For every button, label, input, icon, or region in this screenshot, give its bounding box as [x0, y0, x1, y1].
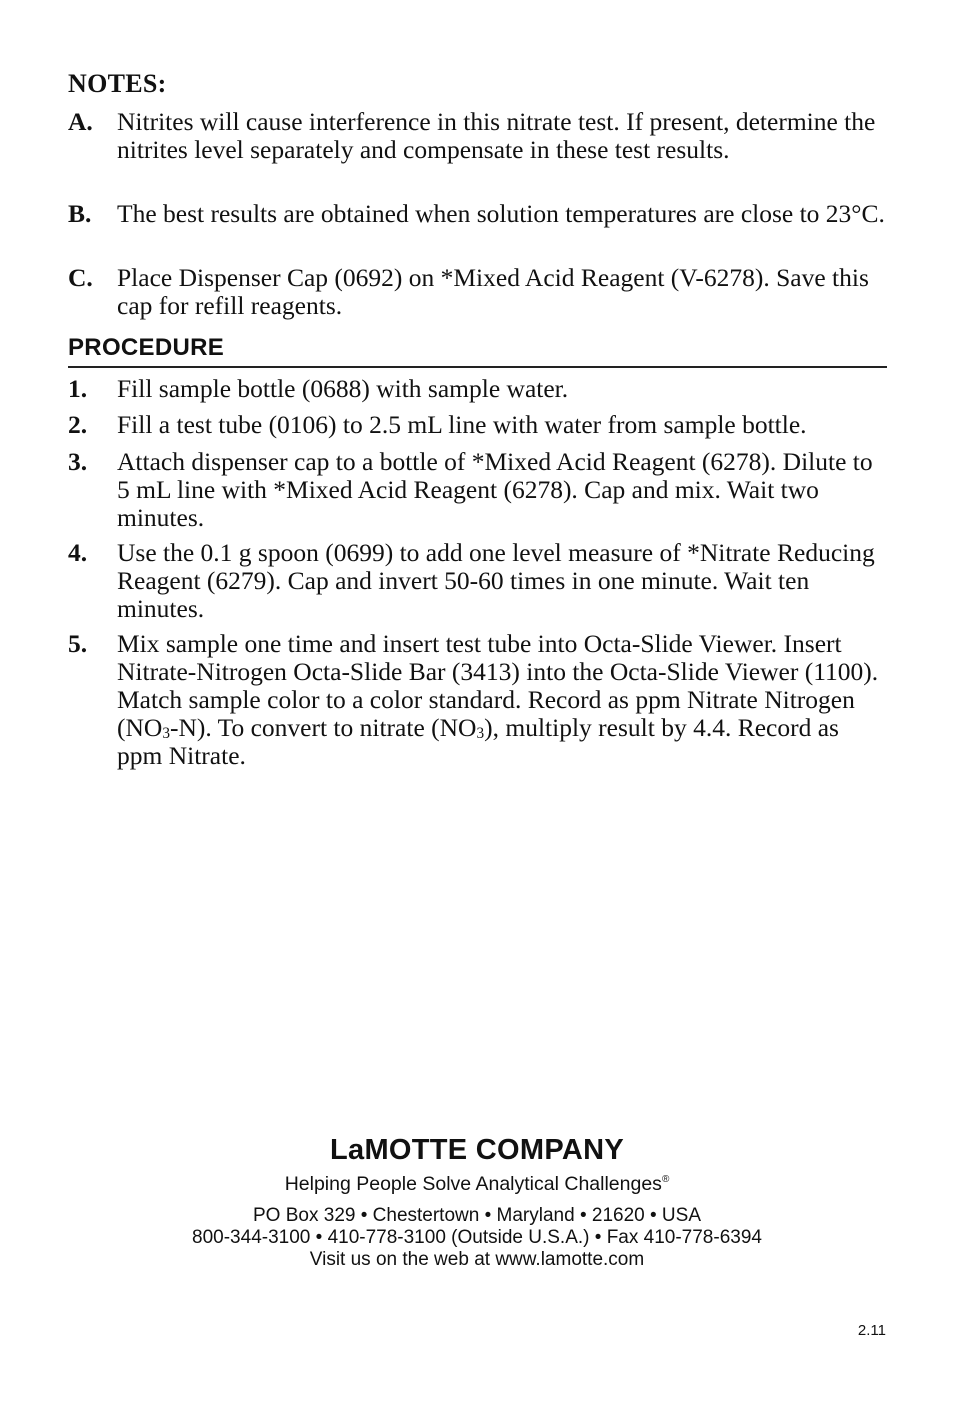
step-marker: 5. — [68, 629, 88, 658]
subscript: 3 — [476, 725, 485, 742]
note-marker: C. — [68, 263, 93, 292]
page-number: 2.11 — [857, 1322, 886, 1339]
subscript: 3 — [162, 725, 170, 742]
note-c — [68, 264, 888, 320]
notes-heading: NOTES: — [68, 69, 167, 98]
company-address: PO Box 329 • Chestertown • Maryland • 21620 • USA — [253, 1205, 701, 1226]
step-text: Attach dispenser cap to a bottle of *Mixed Acid Reagent (6278). Dilute to 5 mL line with *Mixed Acid Reagent (6278). Cap and mix. Wait two minutes. — [117, 447, 873, 532]
step-text: Fill a test tube (0106) to 2.5 mL line with water from sample bottle. — [117, 410, 807, 439]
procedure-step-1 — [68, 375, 888, 403]
step-text — [117, 630, 888, 770]
procedure-step-3 — [68, 448, 888, 532]
step-text: Fill sample bottle (0688) with sample water. — [117, 374, 569, 403]
step-marker: 1. — [68, 374, 88, 403]
step-marker: 3. — [68, 447, 88, 476]
company-tagline — [0, 1173, 954, 1196]
step-text-part: ), multiply result by 4.4. Record as ppm Nitrate. — [117, 713, 839, 770]
tagline-text: Helping People Solve Analytical Challenges — [284, 1173, 662, 1195]
procedure-step-4 — [68, 539, 888, 623]
step-text: Use the 0.1 g spoon (0699) to add one level measure of *Nitrate Reducing Reagent (6279). Cap and invert 50-60 times in one minute. Wait ten minutes. — [117, 538, 875, 623]
step-text-part: -N). To convert to nitrate (NO — [169, 713, 477, 742]
company-name: LaMOTTE COMPANY — [330, 1134, 624, 1166]
step-marker: 2. — [68, 410, 88, 439]
company-phones: 800-344-3100 • 410-778-3100 (Outside U.S.A.) • Fax 410-778-6394 — [192, 1227, 762, 1248]
step-text-part: Mix sample one time and insert test tube into Octa-Slide Viewer. Insert Nitrate-Nitrogen Octa-Slide Bar (3413) into the Octa-Slide Viewer (1100). Match sample color to a color standard. Record as ppm Nitrate Nitrogen (NO — [117, 629, 879, 742]
procedure-heading: PROCEDURE — [68, 334, 225, 361]
registered-mark: ® — [661, 1174, 670, 1185]
procedure-step-2 — [68, 411, 888, 439]
note-b — [68, 200, 888, 228]
note-text: Nitrites will cause interference in this nitrate test. If present, determine the nitrites level separately and compensate in these test results. — [117, 107, 876, 164]
note-text: Place Dispenser Cap (0692) on *Mixed Acid Reagent (V-6278). Save this cap for refill reagents. — [117, 263, 869, 320]
procedure-step-5 — [68, 630, 888, 770]
note-marker: B. — [68, 199, 92, 228]
procedure-divider — [68, 366, 887, 368]
company-website: Visit us on the web at www.lamotte.com — [309, 1249, 645, 1270]
note-text: The best results are obtained when solution temperatures are close to 23°C. — [117, 199, 885, 228]
step-marker: 4. — [68, 538, 88, 567]
note-a — [68, 108, 888, 164]
note-marker: A. — [68, 107, 93, 136]
